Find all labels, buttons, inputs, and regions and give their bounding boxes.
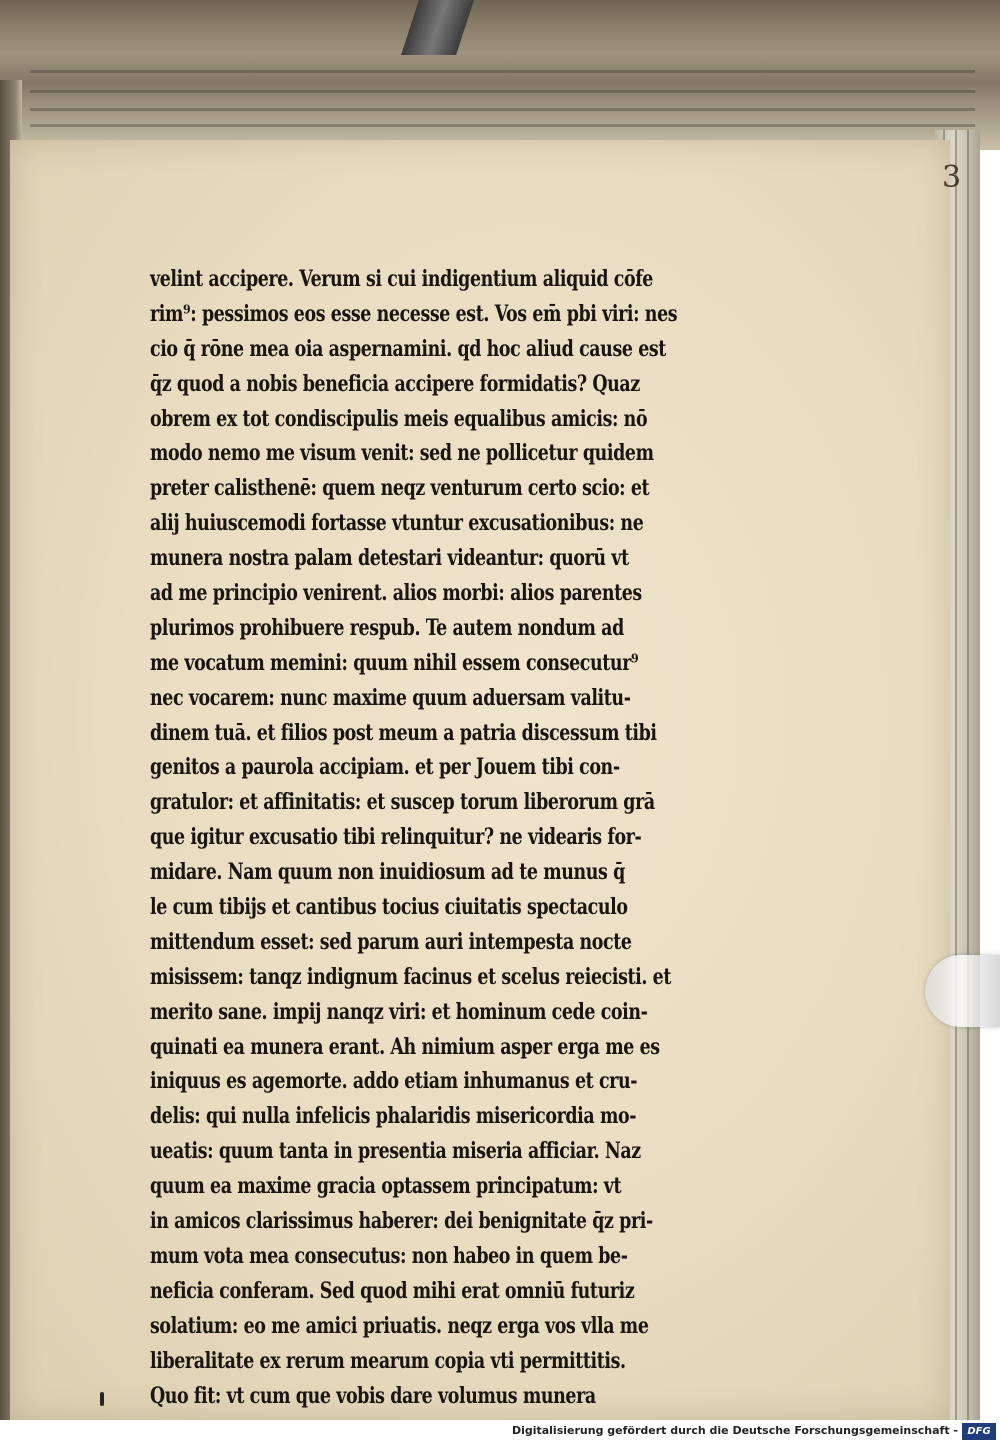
folio-number: 3 [942, 160, 962, 195]
page-clip [925, 955, 1000, 1027]
text-line: preter calisthenē: quem neqz venturum certo scio: et [150, 475, 650, 502]
text-line: quinati ea munera erant. Ah nimium asper erga me es [150, 1033, 660, 1060]
text-line: alij huiuscemodi fortasse vtuntur excusationibus: ne [150, 510, 644, 537]
text-line: modo nemo me visum venit: sed ne pollicetur quidem [150, 440, 654, 467]
text-line: misissem: tanqz indignum facinus et scelus reiecisti. et [150, 963, 672, 990]
text-line: merito sane. impij nanqz viri: et hominum cede coin- [150, 998, 648, 1025]
text-line: mum vota mea consecutus: non habeo in quem be- [150, 1242, 628, 1269]
text-line: que igitur excusatio tibi relinquitur? ne videaris for- [150, 824, 642, 851]
text-line: me vocatum memini: quum nihil essem consecutur⁹ [150, 649, 639, 676]
text-line: mittendum esset: sed parum auri intempesta nocte [150, 928, 632, 955]
funding-credit: Digitalisierung gefördert durch die Deutsche Forschungsgemeinschaft - [511, 1424, 958, 1437]
text-line: ueatis: quum tanta in presentia miseria afficiar. Naz [150, 1138, 641, 1165]
text-line: iniquus es agemorte. addo etiam inhumanus et cru- [150, 1068, 638, 1095]
text-line: dinem tuā. et filios post meum a patria discessum tibi [150, 719, 657, 746]
text-line: plurimos prohibuere respub. Te autem nondum ad [150, 614, 624, 641]
footer-bar [0, 1420, 1000, 1444]
text-line: velint accipere. Verum si cui indigentium aliquid cōfe [150, 266, 654, 292]
text-line: liberalitate ex rerum mearum copia vti permittitis. [150, 1347, 626, 1374]
text-line: neficia conferam. Sed quod mihi erat omniū futuriz [150, 1277, 635, 1304]
book-block-top-edge [0, 0, 1000, 150]
text-line: delis: qui nulla infelicis phalaridis misericordia mo- [150, 1103, 637, 1130]
main-text-block [150, 262, 710, 1413]
text-line: gratulor: et affinitatis: et suscep torum liberorum grā [150, 789, 655, 816]
text-line: cio q̄ rōne mea oia aspernamini. qd hoc aliud cause est [150, 335, 666, 362]
text-line: obrem ex tot condiscipulis meis equalibus amicis: nō [150, 405, 648, 432]
text-line: midare. Nam quum non inuidiosum ad te munus q̄ [150, 859, 625, 886]
text-line: in amicos clarissimus haberer: dei benignitate q̄z pri- [150, 1208, 653, 1235]
text-line: genitos a paurola accipiam. et per Jouem tibi con- [150, 754, 620, 781]
text-line: ad me principio venirent. alios morbi: alios parentes [150, 580, 642, 607]
text-line: Quo fit: vt cum que vobis dare volumus munera [150, 1382, 596, 1409]
ink-mark [100, 1392, 104, 1406]
text-line: le cum tibijs et cantibus tocius ciuitatis spectaculo [150, 894, 628, 921]
text-line: rim⁹: pessimos eos esse necesse est. Vos em̄ pbi viri: nes [150, 300, 678, 327]
text-line: q̄z quod a nobis beneficia accipere formidatis? Quaz [150, 370, 640, 397]
text-line: munera nostra palam detestari videantur: quorū vt [150, 545, 629, 572]
text-line: solatium: eo me amici priuatis. neqz erga vos vlla me [150, 1312, 649, 1339]
text-line: quum ea maxime gracia optassem principatum: vt [150, 1173, 622, 1200]
dfg-logo: DFG [962, 1423, 996, 1440]
text-line: nec vocarem: nunc maxime quum aduersam valitu- [150, 684, 631, 711]
